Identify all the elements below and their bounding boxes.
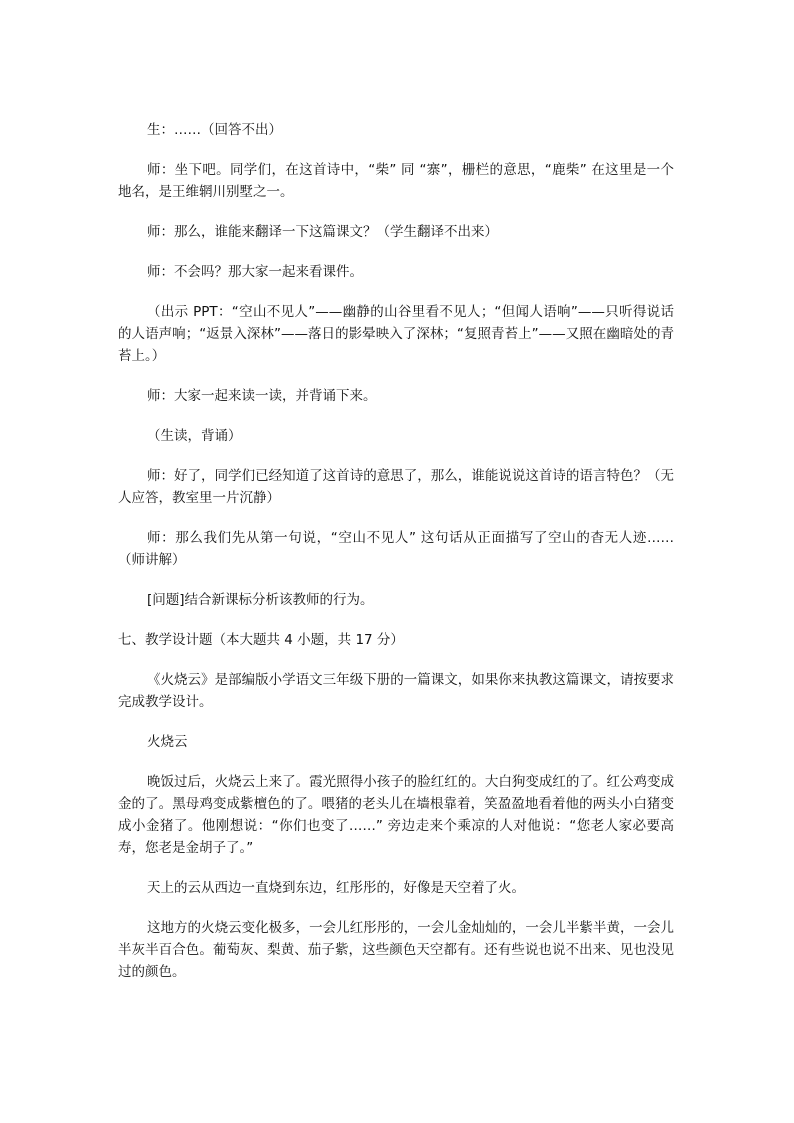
question-prompt: [问题]结合新课标分析该教师的行为。 bbox=[147, 592, 374, 608]
passage-paragraph-2: 天上的云从西边一直烧到东边，红彤彤的，好像是天空着了火。 bbox=[147, 880, 525, 896]
teaching-design-intro: 《火烧云》是部编版小学语文三年级下册的一篇课文，如果你来执教这篇课文，请按要求完成教学设计。 bbox=[118, 672, 674, 710]
dialogue-teacher-read-recite: 师：大家一起来读一读，并背诵下来。 bbox=[147, 388, 377, 404]
dialogue-teacher-show-courseware: 师：不会吗？那大家一起来看课件。 bbox=[147, 264, 363, 280]
dialogue-student-no-answer: 生：……（回答不出） bbox=[147, 122, 282, 138]
passage-paragraph-3: 这地方的火烧云变化极多，一会儿红彤彤的，一会儿金灿灿的，一会儿半紫半黄，一会儿半灰半百合色。葡萄灰、梨黄、茄子紫，这些颜色天空都有。还有些说也说不出来、见也没见过的颜色。 bbox=[118, 920, 674, 980]
dialogue-teacher-ask-translate: 师：那么，谁能来翻译一下这篇课文？（学生翻译不出来） bbox=[147, 224, 498, 240]
passage-paragraph-1: 晚饭过后，火烧云上来了。霞光照得小孩子的脸红红的。大白狗变成红的了。红公鸡变成金的了。黑母鸡变成紫檀色的了。喂猪的老头儿在墙根靠着，笑盈盈地看着他的两头小白猪变成小金猪了。他刚想说：“你们也变了……” 旁边走来个乘凉的人对他说：“您老人家必要高寿，您老是金胡子了。” bbox=[118, 774, 674, 856]
document-page bbox=[118, 119, 674, 1001]
dialogue-teacher-explain-luzhai: 师：坐下吧。同学们，在这首诗中，“柴” 同 “寨”，栅栏的意思，“鹿柴” 在这里是一个地名，是王维辋川别墅之一。 bbox=[118, 162, 674, 200]
dialogue-teacher-lecture: 师：那么我们先从第一句说，“空山不见人” 这句话从正面描写了空山的杳无人迹……（师讲解） bbox=[118, 530, 674, 568]
section-heading-teaching-design: 七、教学设计题（本大题共 4 小题，共 17 分） bbox=[118, 632, 404, 648]
passage-title: 火烧云 bbox=[147, 734, 188, 750]
stage-note-reciting: （生读，背诵） bbox=[147, 428, 242, 444]
dialogue-teacher-ask-language: 师：好了，同学们已经知道了这首诗的意思了，那么，谁能说说这首诗的语言特色？（无人应答，教室里一片沉静） bbox=[118, 468, 674, 506]
ppt-translation-note: （出示 PPT：“空山不见人”——幽静的山谷里看不见人；“但闻人语响”——只听得说话的人语声响；“返景入深林”——落日的影晕映入了深林；“复照青苔上”——又照在幽暗处的青苔上。） bbox=[118, 304, 674, 364]
